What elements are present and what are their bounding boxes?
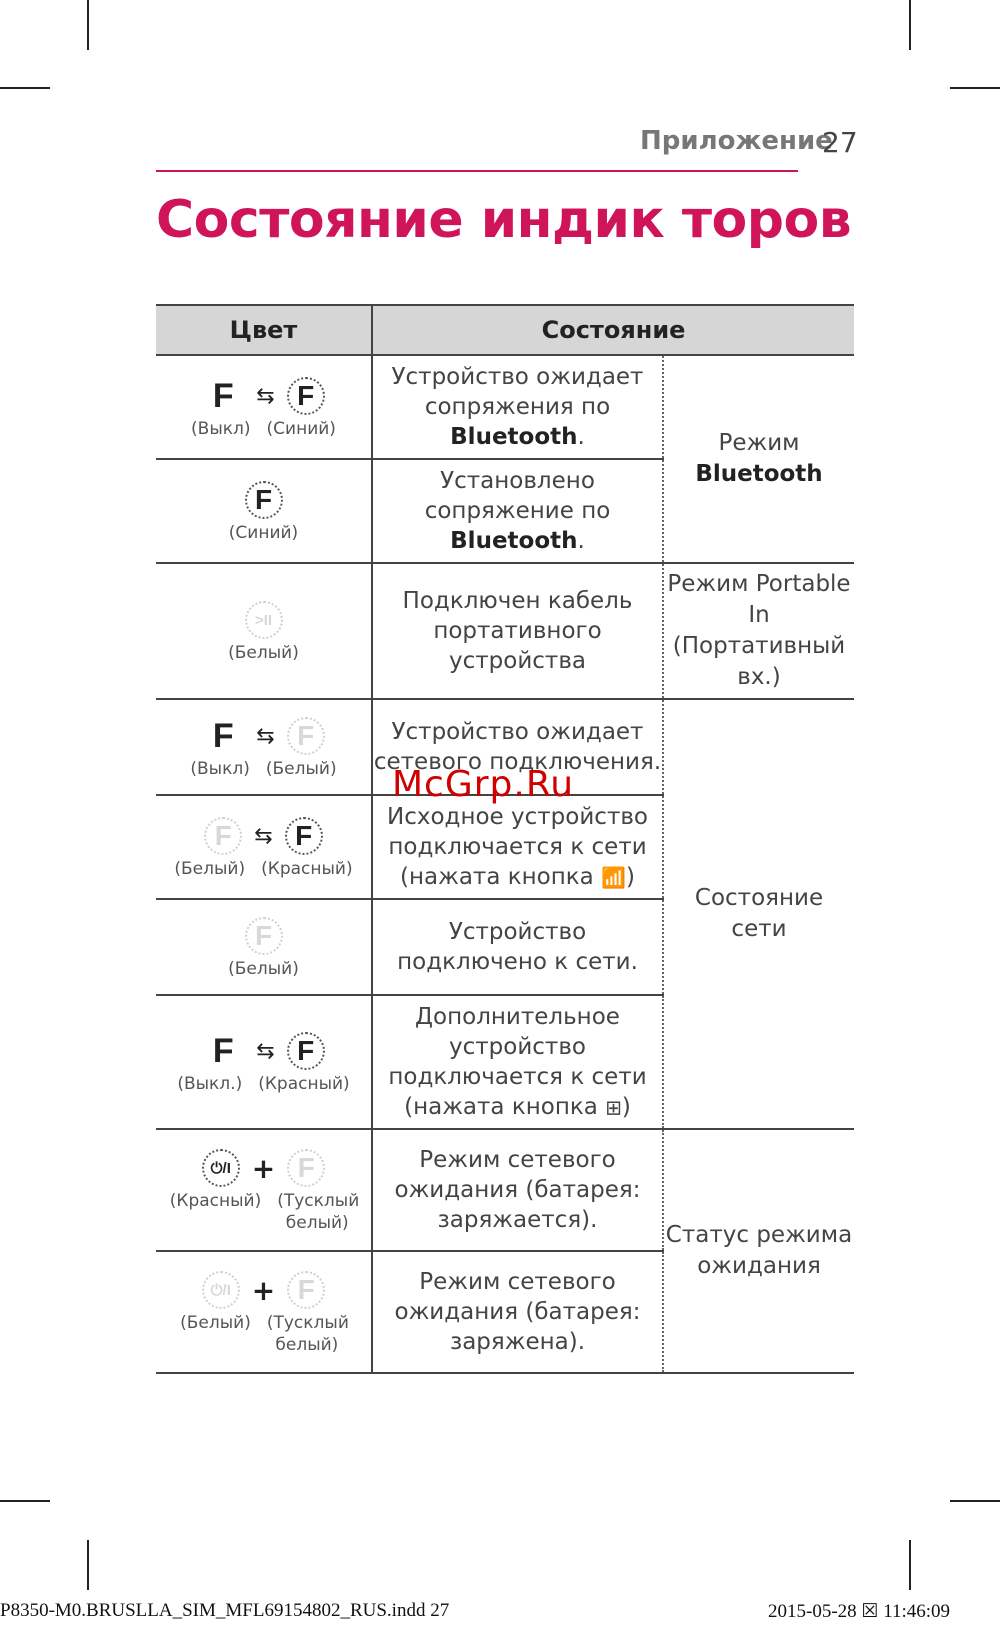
color-caption: (Белый)	[265, 759, 337, 779]
color-caption: (Красный)	[261, 859, 353, 879]
header-rule	[156, 170, 798, 172]
status-suffix: .	[577, 424, 585, 450]
crop-mark	[950, 87, 1000, 89]
color-caption: (Красный)	[258, 1074, 350, 1094]
status-text: Установлено сопряжение по	[424, 468, 611, 524]
swap-arrows-icon: ⇆	[254, 823, 273, 849]
color-cell	[156, 899, 372, 995]
swap-arrows-icon: ⇆	[256, 383, 275, 409]
wifi-icon: 📶	[601, 865, 626, 890]
color-cell	[156, 699, 372, 795]
f-white-icon: F	[245, 917, 283, 955]
play-pause-white-icon: >II	[245, 601, 283, 639]
color-caption: (Белый)	[228, 643, 299, 663]
f-dim-white-icon: F	[287, 1271, 325, 1309]
watermark: McGrp.Ru	[392, 764, 575, 805]
status-cell: Устройство подключено к сети.	[372, 899, 663, 995]
color-cell	[156, 795, 372, 899]
status-cell	[372, 995, 663, 1129]
color-caption: (Тусклый белый)	[277, 1191, 360, 1233]
crop-mark	[909, 0, 911, 50]
f-blue-icon: F	[245, 481, 283, 519]
footer-file-info: P8350-M0.BRUSLLA_SIM_MFL69154802_RUS.indd 27	[0, 1600, 450, 1621]
indicator-table	[156, 304, 854, 1374]
status-cell	[372, 459, 663, 563]
crop-mark	[950, 1500, 1000, 1502]
color-cell	[156, 1129, 372, 1251]
f-blue-icon: F	[287, 377, 325, 415]
status-text: Устройство ожидает сопряжения по	[391, 364, 644, 420]
table-row	[156, 1129, 854, 1251]
plus-icon: +	[251, 1151, 276, 1185]
color-caption: (Белый)	[174, 859, 246, 879]
table-header-row	[156, 305, 854, 355]
status-suffix: )	[625, 863, 635, 890]
mode-cell-bluetooth	[663, 355, 854, 563]
color-cell	[156, 563, 372, 699]
crop-mark	[0, 87, 50, 89]
status-suffix: )	[621, 1093, 631, 1120]
color-caption: (Красный)	[169, 1191, 262, 1211]
color-caption: (Выкл)	[190, 759, 250, 779]
f-white-icon: F	[287, 717, 325, 755]
mode-cell-standby: Статус режима ожидания	[663, 1129, 854, 1373]
power-red-icon: ⏻/I	[202, 1149, 240, 1187]
crop-mark	[87, 0, 89, 50]
status-cell: Режим сетевого ожидания (батарея: заряжена).	[372, 1251, 663, 1373]
color-cell	[156, 1251, 372, 1373]
table-row	[156, 563, 854, 699]
power-white-icon: ⏻/I	[202, 1271, 240, 1309]
color-cell	[156, 995, 372, 1129]
status-cell	[372, 355, 663, 459]
swap-arrows-icon: ⇆	[256, 1038, 275, 1064]
page-number: 27	[822, 126, 858, 159]
color-caption: (Белый)	[228, 959, 299, 979]
crop-mark	[0, 1500, 50, 1502]
status-cell: Устройство ожидает сетевого подключения.	[372, 699, 663, 795]
status-text: Дополнительное устройство подключается к сети (нажата кнопка	[388, 1003, 647, 1120]
crop-mark	[909, 1540, 911, 1590]
f-off-icon: F	[212, 1031, 234, 1070]
color-caption: (Белый)	[180, 1313, 251, 1333]
status-text: Исходное устройство подключается к сети (нажата кнопка	[387, 803, 648, 890]
status-cell: Подключен кабель портативного устройства	[372, 563, 663, 699]
f-red-icon: F	[285, 817, 323, 855]
status-bold: Bluetooth	[450, 424, 578, 450]
plus-icon: +	[251, 1273, 276, 1307]
page-title: Состояние индик торов	[156, 190, 852, 250]
section-title: Приложение	[640, 126, 833, 156]
column-header-status: Состояние	[372, 305, 854, 355]
color-caption: (Синий)	[228, 523, 299, 543]
crop-mark	[87, 1540, 89, 1590]
f-off-icon: F	[212, 716, 234, 755]
color-cell	[156, 355, 372, 459]
status-bold: Bluetooth	[450, 528, 578, 554]
f-dim-white-icon: F	[287, 1149, 325, 1187]
mode-label-bold: Bluetooth	[695, 461, 823, 487]
status-suffix: .	[577, 528, 585, 554]
color-cell	[156, 459, 372, 563]
color-caption: (Выкл.)	[177, 1074, 243, 1094]
swap-arrows-icon: ⇆	[256, 723, 275, 749]
f-white-icon: F	[204, 817, 242, 855]
color-caption: (Тусклый белый)	[266, 1313, 349, 1355]
mode-cell-network: Состояние сети	[663, 699, 854, 1129]
color-caption: (Выкл)	[191, 419, 251, 439]
mode-cell-portable: Режим Portable In (Портативный вх.)	[663, 563, 854, 699]
mode-label: Режим	[718, 430, 800, 456]
table-row	[156, 355, 854, 459]
color-caption: (Синий)	[266, 419, 336, 439]
footer-timestamp: 2015-05-28 ☒ 11:46:09	[768, 1601, 951, 1622]
status-cell: Режим сетевого ожидания (батарея: заряжается).	[372, 1129, 663, 1251]
f-red-icon: F	[287, 1032, 325, 1070]
status-cell	[372, 795, 663, 899]
column-header-color: Цвет	[156, 305, 372, 355]
add-device-icon: ⊞	[605, 1095, 622, 1120]
f-off-icon: F	[212, 376, 234, 415]
